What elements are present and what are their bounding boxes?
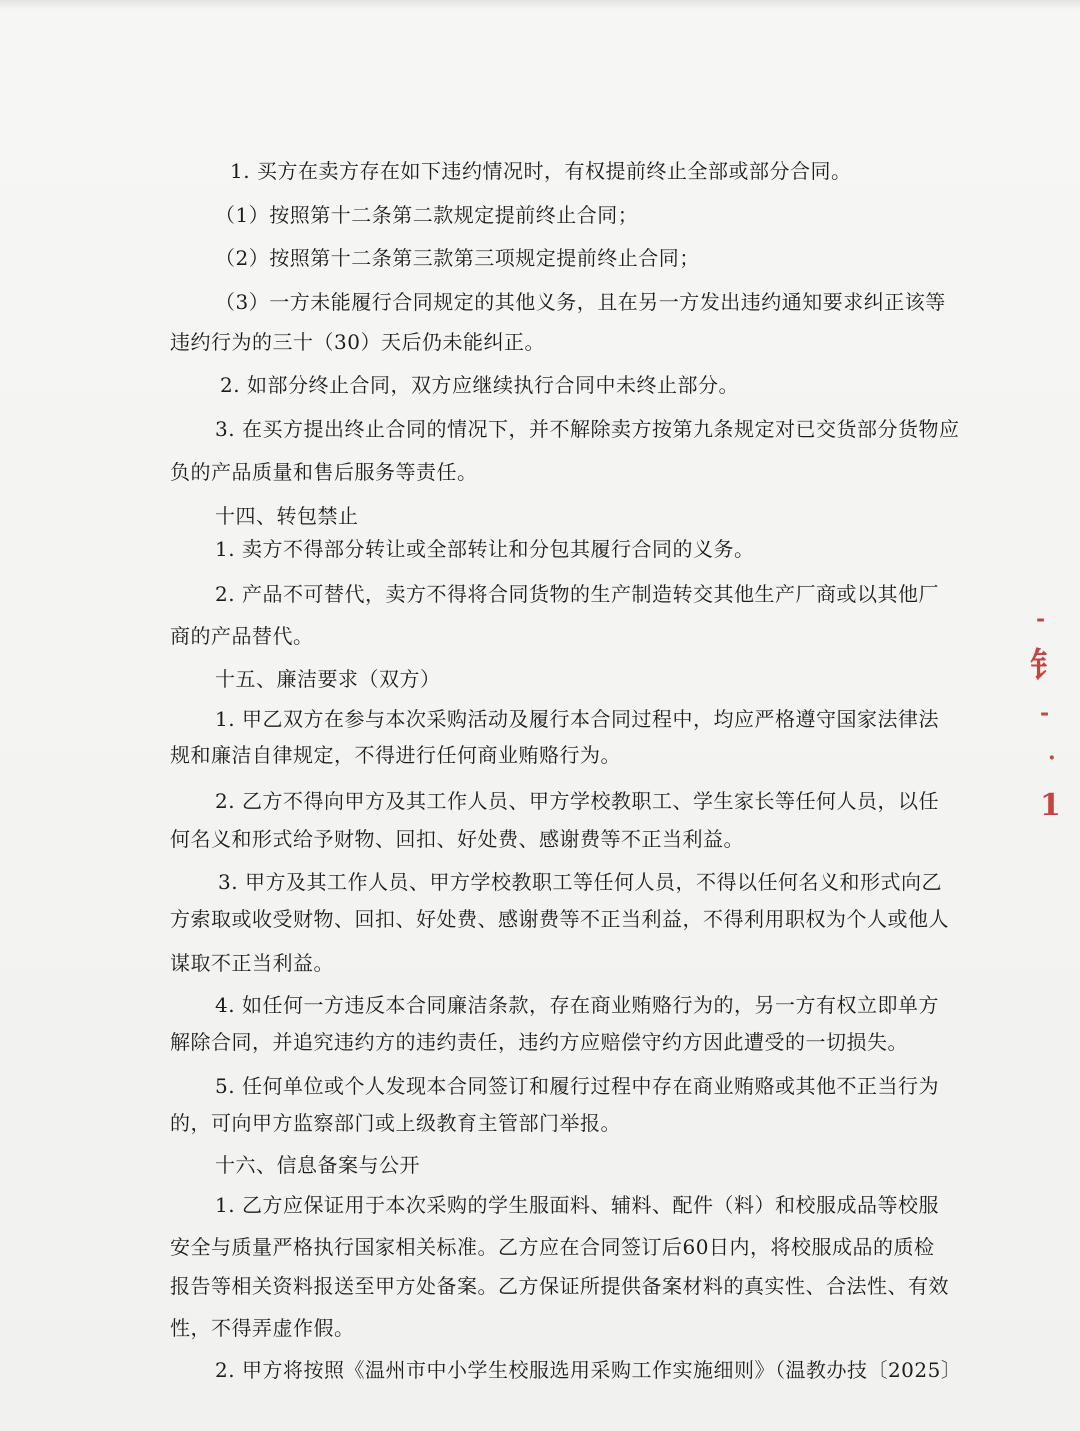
para-15-3-cont-2: 谋取不正当利益。 (170, 951, 334, 975)
para-15-4: 4. 如任何一方违反本合同廉洁条款，存在商业贿赂行为的，另一方有权立即单方 (215, 993, 939, 1017)
seal-fragment-2: 钅 (1030, 646, 1064, 686)
section-heading-14: 十四、转包禁止 (215, 504, 359, 528)
para-13-1: 1. 买方在卖方存在如下违约情况时，有权提前终止全部或部分合同。 (230, 159, 852, 183)
para-13-3: 3. 在买方提出终止合同的情况下，并不解除卖方按第九条规定对已交货部分货物应 (215, 417, 960, 441)
para-14-1: 1. 卖方不得部分转让或全部转让和分包其履行合同的义务。 (215, 537, 755, 561)
para-16-1-cont-2: 报告等相关资料报送至甲方处备案。乙方保证所提供备案材料的真实性、合法性、有效 (170, 1274, 949, 1298)
seal-fragment-1: - (1036, 606, 1046, 632)
para-13-2: 2. 如部分终止合同，双方应继续执行合同中未终止部分。 (220, 373, 739, 397)
para-16-1-cont-1: 安全与质量严格执行国家相关标准。乙方应在合同签订后60日内，将校服成品的质检 (170, 1235, 935, 1259)
seal-fragment-3: - (1040, 700, 1050, 726)
para-13-1-item-3: （3）一方未能履行合同规定的其他义务，且在另一方发出违约通知要求纠正该等 (215, 290, 946, 314)
para-14-2: 2. 产品不可替代，卖方不得将合同货物的生产制造转交其他生产厂商或以其他厂 (215, 582, 939, 606)
para-13-1-item-2: （2）按照第十二条第三款第三项规定提前终止合同； (215, 246, 700, 270)
para-15-2: 2. 乙方不得向甲方及其工作人员、甲方学校教职工、学生家长等任何人员，以任 (215, 789, 939, 813)
para-14-2-cont: 商的产品替代。 (170, 624, 314, 648)
para-13-1-item-3-cont: 违约行为的三十（30）天后仍未能纠正。 (170, 330, 545, 354)
para-15-4-cont: 解除合同，并追究违约方的违约责任，违约方应赔偿守约方因此遭受的一切损失。 (170, 1030, 908, 1054)
section-heading-16: 十六、信息备案与公开 (215, 1153, 420, 1177)
scan-shadow (0, 0, 1080, 10)
seal-fragment-5: 1 (1040, 788, 1061, 823)
section-heading-15: 十五、廉洁要求（双方） (215, 667, 441, 691)
para-16-1-cont-3: 性，不得弄虚作假。 (170, 1316, 355, 1340)
para-15-1: 1. 甲乙双方在参与本次采购活动及履行本合同过程中，均应严格遵守国家法律法 (215, 707, 939, 731)
para-15-5: 5. 任何单位或个人发现本合同签订和履行过程中存在商业贿赂或其他不正当行为 (215, 1074, 939, 1098)
para-16-2: 2. 甲方将按照《温州市中小学生校服选用采购工作实施细则》（温教办技〔2025〕 (215, 1358, 962, 1382)
para-15-2-cont: 何名义和形式给予财物、回扣、好处费、感谢费等不正当利益。 (170, 827, 744, 851)
seal-fragment-4: · (1048, 745, 1056, 771)
para-13-1-item-1: （1）按照第十二条第二款规定提前终止合同； (215, 203, 639, 227)
para-15-1-cont: 规和廉洁自律规定，不得进行任何商业贿赂行为。 (170, 743, 621, 767)
para-15-3: 3. 甲方及其工作人员、甲方学校教职工等任何人员，不得以任何名义和形式向乙 (218, 870, 942, 894)
para-13-3-cont: 负的产品质量和售后服务等责任。 (170, 460, 478, 484)
para-15-5-cont: 的，可向甲方监察部门或上级教育主管部门举报。 (170, 1111, 621, 1135)
para-15-3-cont-1: 方索取或收受财物、回扣、好处费、感谢费等不正当利益，不得利用职权为个人或他人 (170, 907, 949, 931)
para-16-1: 1. 乙方应保证用于本次采购的学生服面料、辅料、配件（料）和校服成品等校服 (215, 1193, 939, 1217)
